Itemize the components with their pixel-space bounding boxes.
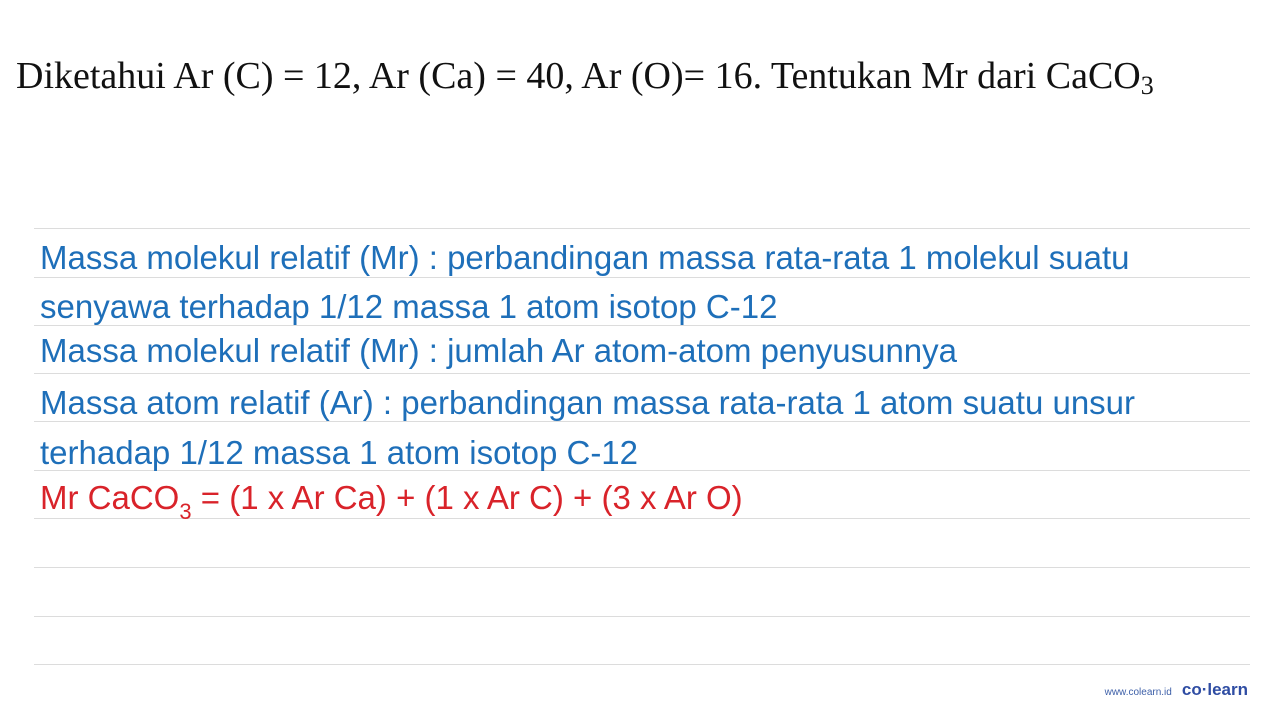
note-line-2: senyawa terhadap 1/12 massa 1 atom isotop C-12 — [40, 288, 778, 325]
colearn-logo: co·learn — [1181, 680, 1248, 699]
question-text — [16, 52, 1154, 104]
ruled-line — [34, 228, 1250, 229]
formula-subscript: 3 — [179, 499, 192, 524]
note-line-4: Massa atom relatif (Ar) : perbandingan massa rata-rata 1 atom suatu unsur — [40, 384, 1136, 421]
ruled-line — [34, 664, 1250, 665]
note-line-5: terhadap 1/12 massa 1 atom isotop C-12 — [40, 434, 639, 471]
question-main: Diketahui Ar (C) = 12, Ar (Ca) = 40, Ar (O)= 16. Tentukan Mr dari CaCO — [16, 55, 1141, 97]
note-line-3: Massa molekul relatif (Mr) : jumlah Ar atom-atom penyusunnya — [40, 332, 958, 369]
note-line-1: Massa molekul relatif (Mr) : perbandingan massa rata-rata 1 molekul suatu — [40, 239, 1130, 276]
formula-prefix: Mr CaCO — [40, 479, 180, 516]
formula-rest: = (1 x Ar Ca) + (1 x Ar C) + (3 x Ar O) — [191, 479, 743, 516]
ruled-line — [34, 616, 1250, 617]
question-subscript: 3 — [1140, 71, 1154, 100]
ruled-line — [34, 567, 1250, 568]
footer-branding — [1105, 680, 1248, 700]
ruled-line — [34, 373, 1250, 374]
formula-line — [40, 478, 743, 522]
footer-url: www.colearn.id — [1104, 687, 1172, 698]
